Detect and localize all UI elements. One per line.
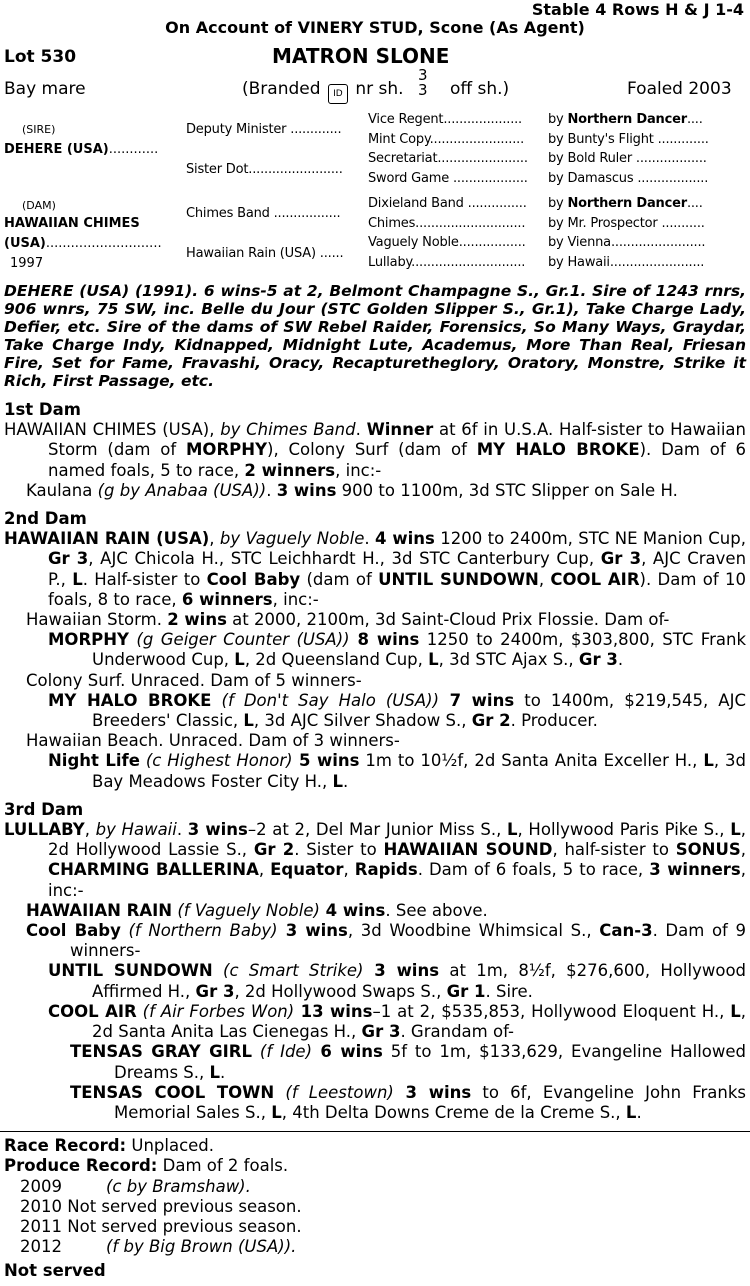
foaled-year: Foaled 2003 — [627, 79, 732, 99]
ggp-sire-4: by Damascus .................. — [548, 171, 709, 186]
dam-label: (DAM) — [22, 199, 56, 212]
divider — [0, 1131, 750, 1132]
sire-note: DEHERE (USA) (1991). 6 wins-5 at 2, Belmont Champagne S., Gr.1. Sire of 1243 rnrs, 906 wnrs, 75 SW, inc. Belle du Jour (STC Golden Slipper S., Gr.1), Take Charge Lady, Defier, etc. Sire of the dams of SW Rebel Raider, Forensics, So Many Ways, Graydar, Take Charge Indy, Kidnapped, Midnight Lute, Academus, More Than Real, Friesan Fire, Set for Fame, Fravashi, Oracy, Recapturetheglory, Oratory, Monstre, Strike it Rich, First Passage, etc. — [4, 282, 746, 390]
ggp-sire-2: by Bunty's Flight ............. — [548, 132, 709, 147]
produce-row-2009: 2009 (c by Bramshaw). — [20, 1176, 251, 1196]
ggp-sire-6: by Mr. Prospector ........... — [548, 216, 705, 231]
race-record: Race Record: Unplaced. — [4, 1136, 215, 1156]
ggp-sire-3: by Bold Ruler .................. — [548, 151, 707, 166]
sire-label: (SIRE) — [22, 123, 56, 136]
ggp-sire-8: by Hawaii........................ — [548, 255, 705, 270]
dam-year: 1997 — [10, 256, 44, 271]
third-dam-entry: LULLABY, by Hawaii. 3 wins–2 at 2, Del Mar Junior Miss S., L, Hollywood Paris Pike S., L, 2d Hollywood Lassie S., Gr 2. Sister to HAWAIIAN SOUND, half-sister to SONUS, CHARMING BALLERINA, Equator, Rapids. Dam of 6 foals, 5 to race, 3 winners, inc:- — [4, 820, 747, 900]
second-dam-heading: 2nd Dam — [4, 509, 87, 529]
produce-row-2012: 2012 (f by Big Brown (USA)). — [20, 1237, 297, 1257]
brand-mark-icon: ID — [328, 84, 348, 104]
sire-name: DEHERE (USA)............ — [4, 142, 159, 157]
brand-fraction — [418, 68, 428, 98]
first-dam-entry: HAWAIIAN CHIMES (USA), by Chimes Band. Winner at 6f in U.S.A. Half-sister to Hawaiian Storm (dam of MORPHY), Colony Surf (dam of MY HALO BROKE). Dam of 6 named foals, 5 to race, 2 winners, inc:- — [4, 420, 746, 480]
progeny-hawaiian-rain: HAWAIIAN RAIN (f Vaguely Noble) 4 wins. See above. — [26, 900, 488, 920]
progeny-until-sundown: UNTIL SUNDOWN (c Smart Strike) 3 wins at 1m, 8½f, $276,600, Hollywood Affirmed H., Gr 3, 2d Hollywood Swaps S., Gr 1. Sire. — [48, 961, 747, 1001]
progeny-tensas-gray-girl: TENSAS GRAY GIRL (f Ide) 6 wins 5f to 1m, $133,629, Evangeline Hallowed Dreams S., L. — [70, 1042, 747, 1082]
brand-near: nr sh. — [355, 79, 404, 99]
progeny-cool-baby: Cool Baby (f Northern Baby) 3 wins, 3d Woodbine Whimsical S., Can-3. Dam of 9 winners- — [26, 921, 746, 961]
brand-fraction-top: 3 — [418, 66, 428, 84]
progeny-night-life: Night Life (c Highest Honor) 5 wins 1m to 10½f, 2d Santa Anita Exceller H., L, 3d Bay Meadows Foster City H., L. — [48, 751, 746, 791]
produce-record: Produce Record: Dam of 2 foals. — [4, 1156, 289, 1176]
brand-fraction-bottom: 3 — [418, 81, 428, 99]
grandsire: Deputy Minister ............. — [186, 122, 342, 137]
progeny-cool-air: COOL AIR (f Air Forbes Won) 13 wins–1 at 2, $535,853, Hollywood Eloquent H., L, 2d Santa Anita Las Cienegas H., Gr 3. Grandam of- — [48, 1001, 746, 1042]
ggp-7: Vaguely Noble................. — [368, 235, 526, 250]
lot-number: Lot 530 — [4, 47, 77, 67]
horse-name: MATRON SLONE — [272, 44, 450, 68]
ggp-5: Dixieland Band ............... — [368, 196, 527, 211]
pedigree-table — [180, 110, 740, 274]
ggp-3: Secretariat....................... — [368, 151, 528, 166]
progeny-my-halo-broke: MY HALO BROKE (f Don't Say Halo (USA)) 7 wins to 1400m, $219,545, AJC Breeders' Classic, L, 3d AJC Silver Shadow S., Gr 2. Producer. — [48, 690, 746, 731]
colour-sex: Bay mare — [4, 79, 86, 99]
brand-off: off sh.) — [450, 79, 510, 99]
ggp-6: Chimes............................ — [368, 216, 526, 231]
produce-row-2011: 2011 Not served previous season. — [20, 1216, 302, 1236]
grandsire-dam-side: Chimes Band ................. — [186, 206, 341, 221]
ggp-4: Sword Game ................... — [368, 171, 528, 186]
granddam-sire-side: Sister Dot........................ — [186, 162, 343, 177]
ggp-sire-7: by Vienna........................ — [548, 235, 706, 250]
ggp-8: Lullaby............................. — [368, 255, 526, 270]
brand-description — [242, 79, 404, 104]
progeny-hawaiian-beach: Hawaiian Beach. Unraced. Dam of 3 winners- — [26, 731, 400, 751]
brand-prefix: (Branded — [242, 79, 321, 99]
stable-location: Stable 4 Rows H & J 1-4 — [531, 0, 744, 19]
dam-name: HAWAIIAN CHIMES — [4, 216, 140, 231]
ggp-sire-1: by Northern Dancer.... — [548, 112, 703, 127]
produce-row-2010: 2010 Not served previous season. — [20, 1196, 302, 1216]
granddam: Hawaiian Rain (USA) ...... — [186, 246, 344, 261]
third-dam-heading: 3rd Dam — [4, 799, 84, 819]
dam-name-suffix: (USA)............................ — [4, 236, 162, 251]
second-dam-entry: HAWAIIAN RAIN (USA), by Vaguely Noble. 4 wins 1200 to 2400m, STC NE Manion Cup, Gr 3, AJC Chicola H., STC Leichhardt H., 3d STC Canterbury Cup, Gr 3, AJC Craven P., L. Half-sister to Cool Baby (dam of UNTIL SUNDOWN, COOL AIR). Dam of 10 foals, 8 to race, 6 winners, inc:- — [4, 529, 747, 609]
first-dam-progeny-kaulana: Kaulana (g by Anabaa (USA)). 3 wins 900 to 1100m, 3d STC Slipper on Sale H. — [26, 480, 678, 500]
first-dam-heading: 1st Dam — [4, 400, 81, 419]
ggp-sire-5: by Northern Dancer.... — [548, 196, 703, 211]
ggp-2: Mint Copy........................ — [368, 132, 525, 147]
ggp-1: Vice Regent.................... — [368, 112, 522, 127]
progeny-colony-surf: Colony Surf. Unraced. Dam of 5 winners- — [26, 670, 362, 690]
progeny-morphy: MORPHY (g Geiger Counter (USA)) 8 wins 1250 to 2400m, $303,800, STC Frank Underwood Cup, L, 2d Queensland Cup, L, 3d STC Ajax S., Gr 3. — [48, 630, 746, 670]
progeny-tensas-cool-town: TENSAS COOL TOWN (f Leestown) 3 wins to 6f, Evangeline John Franks Memorial Sales S., L, 4th Delta Downs Creme de la Creme S., L. — [70, 1082, 747, 1122]
vendor-account: On Account of VINERY STUD, Scone (As Agent) — [165, 18, 585, 37]
progeny-hawaiian-storm: Hawaiian Storm. 2 wins at 2000, 2100m, 3d Saint-Cloud Prix Flossie. Dam of- — [26, 610, 670, 630]
footer-status: Not served — [4, 1261, 106, 1281]
catalogue-body — [4, 282, 746, 1282]
